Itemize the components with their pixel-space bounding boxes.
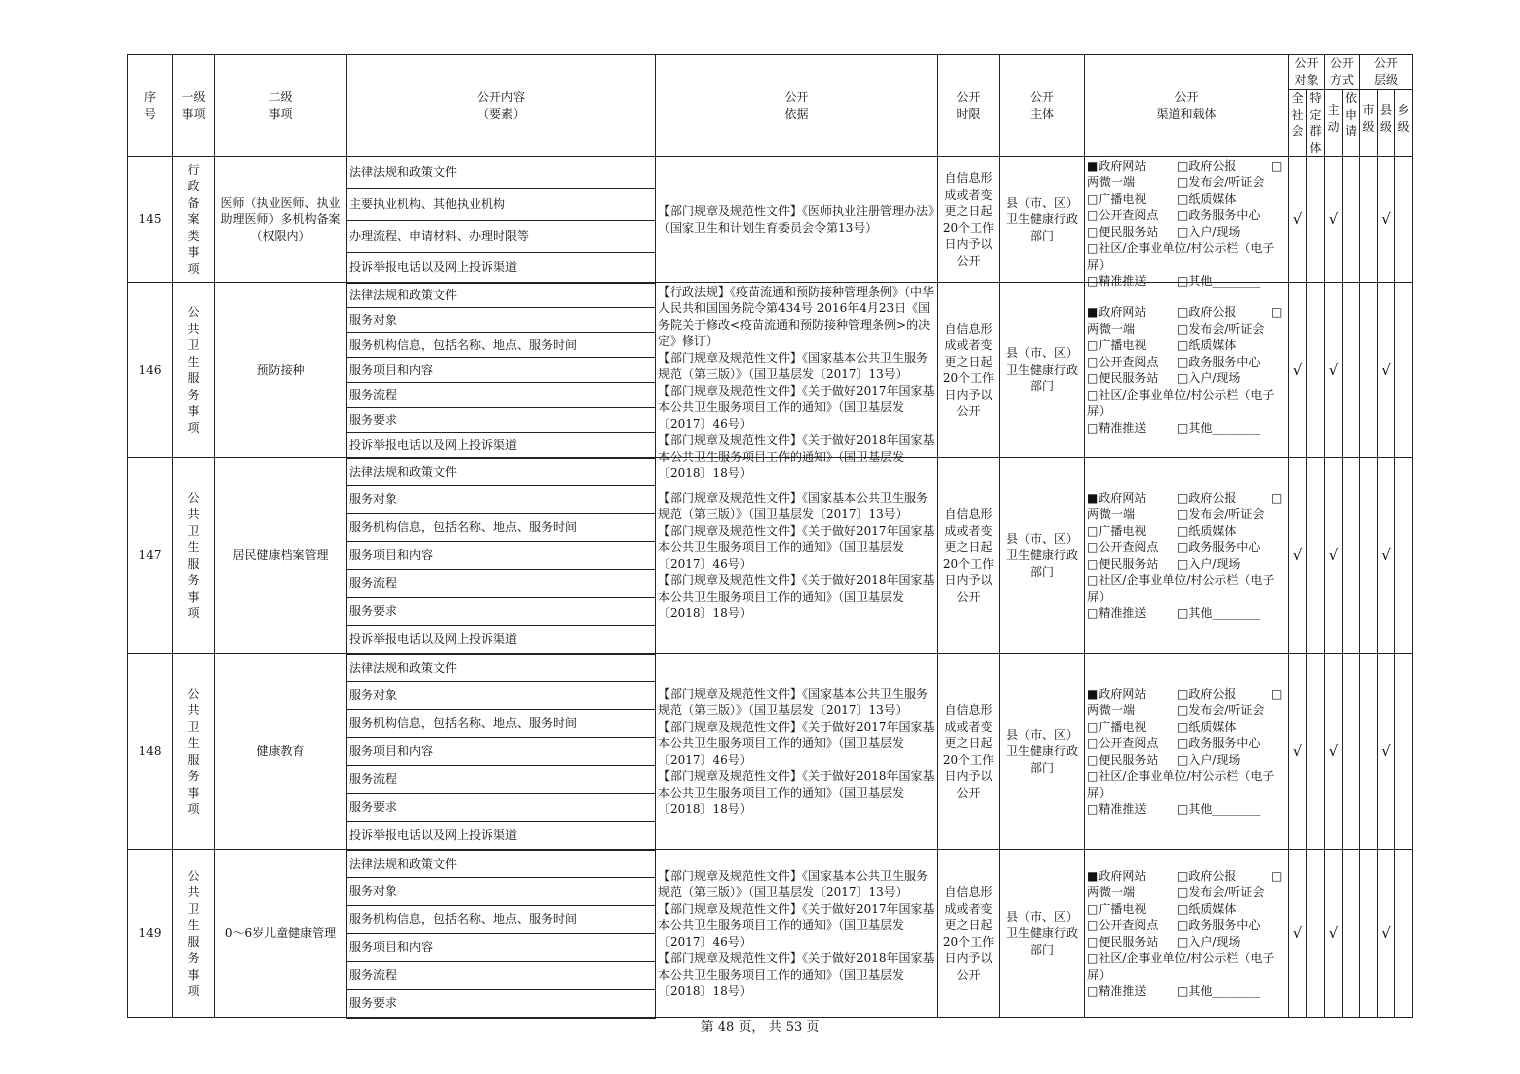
mark-level-town [1395, 458, 1413, 654]
channel-line [1087, 387, 1286, 420]
channel-line [1087, 420, 1286, 437]
row-channel [1085, 654, 1289, 850]
channel-line [1087, 884, 1286, 901]
row-channel [1085, 283, 1289, 458]
row-time-limit: 自信息形成或者变更之日起20个工作日内予以公开 [938, 458, 1000, 654]
disclosure-table [127, 54, 1413, 1019]
channel-option: □广播电视 [1087, 191, 1147, 206]
row-channel [1085, 458, 1289, 654]
content-item: 服务机构信息，包括名称、地点、服务时间 [347, 710, 656, 738]
mark-method-active: √ [1325, 654, 1343, 850]
row-subject: 县（市、区）卫生健康行政部门 [1000, 850, 1085, 1018]
page-footer: 第 48 页， 共 53 页 [700, 1020, 820, 1035]
channel-option: □其他________ [1177, 802, 1261, 816]
channel-line [1087, 158, 1286, 175]
channel-option: □发布会/听证会 [1177, 703, 1265, 717]
channel-option: □便民服务站 [1087, 224, 1159, 239]
row-subject: 县（市、区）卫生健康行政部门 [1000, 654, 1085, 850]
row-level1: 公 共 卫 生 服 务 事 项 [173, 458, 215, 654]
channel-line [1087, 490, 1286, 507]
content-item: 法律法规和政策文件 [347, 157, 656, 189]
channel-option: □ [1271, 490, 1283, 505]
channel-line [1087, 934, 1286, 951]
row-seq: 147 [128, 458, 173, 654]
channel-option: 两微一端 [1087, 175, 1136, 189]
mark-method-request [1343, 654, 1360, 850]
content-item: 法律法规和政策文件 [347, 458, 656, 486]
row-level1: 行 政 备 案 类 事 项 [173, 157, 215, 283]
channel-line [1087, 207, 1286, 224]
row-seq: 146 [128, 283, 173, 458]
channel-option: □精准推送 [1087, 274, 1147, 288]
row-level2: 0～6岁儿童健康管理 [215, 850, 347, 1018]
channel-option: ■政府网站 [1087, 868, 1147, 883]
mark-level-town [1395, 654, 1413, 850]
content-item: 服务要求 [347, 990, 656, 1018]
channel-option: □精准推送 [1087, 802, 1147, 816]
channel-option: □发布会/听证会 [1177, 321, 1265, 336]
mark-method-active: √ [1325, 157, 1343, 283]
row-time-limit: 自信息形成或者变更之日起20个工作日内予以公开 [938, 654, 1000, 850]
channel-line [1087, 539, 1286, 556]
channel-option: □精准推送 [1087, 984, 1147, 998]
channel-option: □入户/现场 [1177, 752, 1241, 767]
channel-line [1087, 719, 1286, 736]
content-item: 法律法规和政策文件 [347, 654, 656, 682]
mark-level-county: √ [1378, 654, 1395, 850]
mark-target-all: √ [1289, 157, 1307, 283]
channel-option: □社区/企事业单位/村公示栏（电子屏） [1087, 387, 1275, 418]
channel-option: □入户/现场 [1177, 934, 1241, 949]
mark-target-all: √ [1289, 458, 1307, 654]
row-time-limit: 自信息形成或者变更之日起20个工作日内予以公开 [938, 283, 1000, 458]
channel-line [1087, 950, 1286, 983]
header-level: 公开 层级 [1360, 55, 1413, 90]
content-item: 服务流程 [347, 766, 656, 794]
channel-option: □纸质媒体 [1177, 901, 1237, 916]
channel-list [1087, 686, 1286, 818]
row-subject: 县（市、区）卫生健康行政部门 [1000, 157, 1085, 283]
header-level-town: 乡 级 [1395, 90, 1413, 157]
content-item: 服务机构信息，包括名称、地点、服务时间 [347, 906, 656, 934]
channel-option: □纸质媒体 [1177, 523, 1237, 538]
table-row [128, 850, 1413, 878]
channel-line [1087, 901, 1286, 918]
channel-option: 两微一端 [1087, 321, 1136, 336]
row-level2: 健康教育 [215, 654, 347, 850]
channel-option: ■政府网站 [1087, 686, 1147, 701]
channel-option: □政务服务中心 [1177, 354, 1261, 369]
mark-target-all: √ [1289, 654, 1307, 850]
header-content: 公开内容 （要素） [347, 55, 656, 157]
content-item: 办理流程、申请材料、办理时限等 [347, 221, 656, 253]
table-row [128, 654, 1413, 682]
mark-target-specific [1307, 654, 1325, 850]
header-level-city: 市 级 [1360, 90, 1378, 157]
content-item: 服务对象 [347, 308, 656, 333]
content-item: 服务要求 [347, 794, 656, 822]
channel-line [1087, 556, 1286, 573]
basis-text: 【行政法规】《疫苗流通和预防接种管理条例》（中华人民共和国国务院令第434号 2016年4月23日《国务院关于修改<疫苗流通和预防接种管理条例>的决定》修订） 【部门规章及规范性文件】《国家基本公共卫生服务规范（第三版）》（国卫基层发〔2017〕13号） 【部门规章及规范性文件】《关于做好2017年国家基本公共卫生服务项目工作的通知》（国卫基层发〔2017〕46号） 【部门规章及规范性文件】《关于做好2018年国家基本公共卫生服务项目工作的通知》（国卫基层发〔2018〕18号） [658, 284, 935, 480]
channel-option: □政务服务中心 [1177, 208, 1261, 222]
header-level2: 二级 事项 [215, 55, 347, 157]
basis-text: 【部门规章及规范性文件】《国家基本公共卫生服务规范（第三版）》（国卫基层发〔2017〕13号） 【部门规章及规范性文件】《关于做好2017年国家基本公共卫生服务项目工作的通知》（国卫基层发〔2017〕46号） 【部门规章及规范性文件】《关于做好2018年国家基本公共卫生服务项目工作的通知》（国卫基层发〔2018〕18号） [658, 868, 935, 998]
row-channel [1085, 157, 1289, 288]
row-seq: 148 [128, 654, 173, 850]
header-method: 公开 方式 [1325, 55, 1360, 90]
content-item: 投诉举报电话以及网上投诉渠道 [347, 433, 656, 458]
channel-option: □公开查阅点 [1087, 736, 1159, 750]
content-item: 服务项目和内容 [347, 738, 656, 766]
channel-option: □其他________ [1177, 274, 1261, 288]
channel-option: 两微一端 [1087, 703, 1136, 717]
channel-option: □政务服务中心 [1177, 918, 1261, 932]
channel-line [1087, 983, 1286, 1000]
header-seq: 序 号 [128, 55, 173, 157]
channel-option: □其他________ [1177, 420, 1261, 435]
channel-option: □社区/企事业单位/村公示栏（电子屏） [1087, 951, 1275, 982]
content-item: 法律法规和政策文件 [347, 850, 656, 878]
channel-line [1087, 572, 1286, 605]
row-level2: 居民健康档案管理 [215, 458, 347, 654]
channel-line [1087, 191, 1286, 208]
mark-level-city [1360, 458, 1378, 654]
content-item: 服务要求 [347, 598, 656, 626]
header-method-request: 依 申 请 [1343, 90, 1360, 157]
header-subject: 公开 主体 [1000, 55, 1085, 157]
channel-option: □发布会/听证会 [1177, 507, 1265, 521]
channel-option: □便民服务站 [1087, 371, 1159, 385]
header-level-county: 县 级 [1378, 90, 1395, 157]
channel-line [1087, 321, 1286, 338]
channel-option: ■政府网站 [1087, 158, 1147, 173]
channel-line [1087, 337, 1286, 354]
content-item: 服务要求 [347, 408, 656, 433]
channel-option: □广播电视 [1087, 901, 1147, 916]
row-basis [656, 654, 938, 850]
channel-option: □便民服务站 [1087, 934, 1159, 949]
channel-option: □广播电视 [1087, 338, 1147, 352]
mark-level-county: √ [1378, 850, 1395, 1018]
channel-option: □发布会/听证会 [1177, 885, 1265, 899]
basis-text: 【部门规章及规范性文件】《国家基本公共卫生服务规范（第三版）》（国卫基层发〔2017〕13号） 【部门规章及规范性文件】《关于做好2017年国家基本公共卫生服务项目工作的通知》（国卫基层发〔2017〕46号） 【部门规章及规范性文件】《关于做好2018年国家基本公共卫生服务项目工作的通知》（国卫基层发〔2018〕18号） [658, 490, 935, 620]
channel-option: □入户/现场 [1177, 556, 1241, 571]
channel-line [1087, 224, 1286, 241]
mark-method-request [1343, 157, 1360, 283]
channel-option: □其他________ [1177, 606, 1261, 620]
channel-option: □公开查阅点 [1087, 208, 1159, 222]
channel-line [1087, 768, 1286, 801]
channel-option: □发布会/听证会 [1177, 175, 1265, 189]
channel-option: □政府公报 [1177, 868, 1237, 883]
channel-list [1087, 158, 1286, 288]
channel-option: □便民服务站 [1087, 556, 1159, 571]
channel-option: □政务服务中心 [1177, 736, 1261, 750]
mark-level-county: √ [1378, 157, 1395, 283]
basis-text: 【部门规章及规范性文件】《医师执业注册管理办法》（国家卫生和计划生育委员会令第13号） [658, 204, 935, 235]
channel-line [1087, 370, 1286, 387]
mark-method-active: √ [1325, 850, 1343, 1018]
row-basis [656, 458, 938, 654]
content-item: 投诉举报电话以及网上投诉渠道 [347, 626, 656, 654]
channel-option: ■政府网站 [1087, 305, 1147, 319]
content-item: 服务流程 [347, 570, 656, 598]
mark-level-city [1360, 157, 1378, 283]
mark-level-city [1360, 283, 1378, 458]
row-level2: 医师（执业医师、执业助理医师）多机构备案（权限内） [215, 157, 347, 283]
channel-option: □ [1271, 305, 1283, 319]
channel-line [1087, 174, 1286, 191]
channel-line [1087, 240, 1286, 273]
channel-option: □精准推送 [1087, 420, 1147, 435]
channel-option: □精准推送 [1087, 606, 1147, 620]
content-item: 服务项目和内容 [347, 542, 656, 570]
content-item: 服务对象 [347, 486, 656, 514]
channel-option: □公开查阅点 [1087, 918, 1159, 932]
channel-option: □社区/企事业单位/村公示栏（电子屏） [1087, 241, 1275, 272]
channel-option: □入户/现场 [1177, 224, 1241, 239]
header-target: 公开 对象 [1289, 55, 1325, 90]
content-item: 服务项目和内容 [347, 934, 656, 962]
mark-method-request [1343, 283, 1360, 458]
row-level2: 预防接种 [215, 283, 347, 458]
row-subject: 县（市、区）卫生健康行政部门 [1000, 458, 1085, 654]
mark-target-specific [1307, 850, 1325, 1018]
channel-line [1087, 686, 1286, 703]
content-item: 服务机构信息，包括名称、地点、服务时间 [347, 333, 656, 358]
channel-option: □政府公报 [1177, 158, 1237, 173]
channel-line [1087, 506, 1286, 523]
channel-option: □便民服务站 [1087, 752, 1159, 767]
channel-option: ■政府网站 [1087, 490, 1147, 505]
channel-option: □纸质媒体 [1177, 191, 1237, 206]
channel-list [1087, 490, 1286, 622]
channel-line [1087, 304, 1286, 321]
channel-option: □公开查阅点 [1087, 354, 1159, 369]
channel-option: □政府公报 [1177, 490, 1237, 505]
mark-target-all: √ [1289, 850, 1307, 1018]
row-basis [656, 283, 938, 480]
channel-option: □ [1271, 158, 1283, 173]
row-level1: 公 共 卫 生 服 务 事 项 [173, 850, 215, 1018]
mark-level-city [1360, 850, 1378, 1018]
mark-method-active: √ [1325, 283, 1343, 458]
mark-level-city [1360, 654, 1378, 850]
mark-method-request [1343, 850, 1360, 1018]
channel-list [1087, 868, 1286, 1000]
row-level1: 公 共 卫 生 服 务 事 项 [173, 654, 215, 850]
channel-option: □纸质媒体 [1177, 719, 1237, 734]
channel-option: 两微一端 [1087, 507, 1136, 521]
channel-line [1087, 605, 1286, 622]
channel-option: □政务服务中心 [1177, 540, 1261, 554]
channel-option: □纸质媒体 [1177, 338, 1237, 352]
content-item: 服务流程 [347, 962, 656, 990]
row-channel [1085, 850, 1289, 1018]
header-basis: 公开 依据 [656, 55, 938, 157]
basis-text: 【部门规章及规范性文件】《国家基本公共卫生服务规范（第三版）》（国卫基层发〔2017〕13号） 【部门规章及规范性文件】《关于做好2017年国家基本公共卫生服务项目工作的通知》（国卫基层发〔2017〕46号） 【部门规章及规范性文件】《关于做好2018年国家基本公共卫生服务项目工作的通知》（国卫基层发〔2018〕18号） [658, 686, 935, 816]
channel-line [1087, 868, 1286, 885]
content-item: 服务机构信息，包括名称、地点、服务时间 [347, 514, 656, 542]
channel-line [1087, 801, 1286, 818]
channel-option: 两微一端 [1087, 885, 1136, 899]
content-item: 服务对象 [347, 682, 656, 710]
mark-level-county: √ [1378, 283, 1395, 458]
mark-target-specific [1307, 458, 1325, 654]
mark-target-specific [1307, 157, 1325, 283]
mark-level-town [1395, 157, 1413, 283]
channel-option: □ [1271, 868, 1283, 883]
channel-option: □入户/现场 [1177, 371, 1241, 385]
row-time-limit: 自信息形成或者变更之日起20个工作日内予以公开 [938, 850, 1000, 1018]
header-level1: 一级 事项 [173, 55, 215, 157]
header-target-all: 全 社 会 [1289, 90, 1307, 157]
channel-line [1087, 523, 1286, 540]
content-item: 法律法规和政策文件 [347, 283, 656, 308]
mark-level-town [1395, 850, 1413, 1018]
row-seq: 145 [128, 157, 173, 283]
channel-option: □社区/企事业单位/村公示栏（电子屏） [1087, 769, 1275, 800]
header-target-specific: 特 定 群 体 [1307, 90, 1325, 157]
channel-line [1087, 735, 1286, 752]
row-level1: 公 共 卫 生 服 务 事 项 [173, 283, 215, 458]
mark-method-active: √ [1325, 458, 1343, 654]
channel-option: □广播电视 [1087, 719, 1147, 734]
channel-line [1087, 702, 1286, 719]
content-item: 服务流程 [347, 383, 656, 408]
content-item: 主要执业机构、其他执业机构 [347, 189, 656, 221]
row-subject: 县（市、区）卫生健康行政部门 [1000, 283, 1085, 458]
mark-method-request [1343, 458, 1360, 654]
channel-option: □ [1271, 686, 1283, 701]
channel-option: □广播电视 [1087, 523, 1147, 538]
row-seq: 149 [128, 850, 173, 1018]
channel-option: □其他________ [1177, 984, 1261, 998]
channel-option: □公开查阅点 [1087, 540, 1159, 554]
row-time-limit: 自信息形成或者变更之日起20个工作日内予以公开 [938, 157, 1000, 283]
content-item: 服务项目和内容 [347, 358, 656, 383]
content-item: 投诉举报电话以及网上投诉渠道 [347, 253, 656, 283]
channel-line [1087, 752, 1286, 769]
mark-target-all: √ [1289, 283, 1307, 458]
mark-level-county: √ [1378, 458, 1395, 654]
channel-line [1087, 354, 1286, 371]
header-method-active: 主 动 [1325, 90, 1343, 157]
header-channel: 公开 渠道和载体 [1085, 55, 1289, 157]
channel-option: □社区/企事业单位/村公示栏（电子屏） [1087, 573, 1275, 604]
content-item: 服务对象 [347, 878, 656, 906]
channel-list [1087, 304, 1286, 436]
row-basis [656, 157, 938, 283]
mark-target-specific [1307, 283, 1325, 458]
channel-line [1087, 273, 1286, 290]
table-row [128, 157, 1413, 189]
channel-line [1087, 917, 1286, 934]
mark-level-town [1395, 283, 1413, 458]
header-time-limit: 公开 时限 [938, 55, 1000, 157]
row-basis [656, 850, 938, 1018]
channel-option: □政府公报 [1177, 305, 1237, 319]
content-item: 投诉举报电话以及网上投诉渠道 [347, 822, 656, 850]
channel-option: □政府公报 [1177, 686, 1237, 701]
